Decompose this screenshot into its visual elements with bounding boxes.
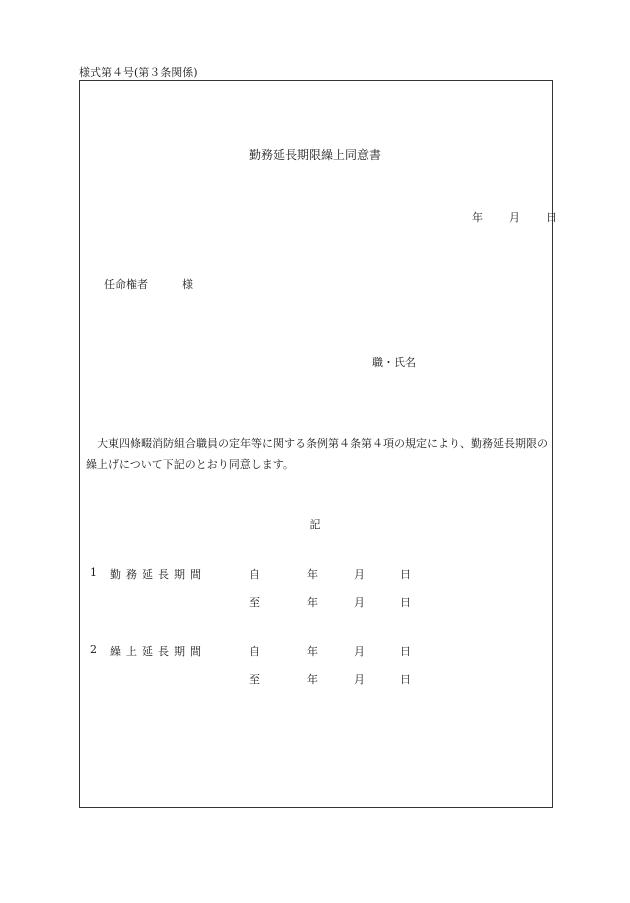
ki-heading: 記 [309, 518, 321, 531]
item-2-from-year: 年 [307, 645, 318, 658]
item-2-to-month: 月 [354, 673, 365, 686]
consent-body-text: 大東四條畷消防組合職員の定年等に関する条例第４条第４項の規定により、勤務延長期限の繰上げについて下記のとおり同意します。 [86, 437, 548, 471]
date-line [472, 209, 557, 225]
item-1-label: 勤務延長期間 [110, 568, 206, 581]
item-1-from-year: 年 [307, 568, 318, 581]
date-day-unit: 日 [546, 211, 557, 224]
item-2-from-row [0, 643, 630, 659]
item-1-to-day: 日 [400, 596, 411, 609]
item-1-to-month: 月 [354, 596, 365, 609]
appointer-line [104, 276, 193, 292]
item-1-from-day: 日 [400, 568, 411, 581]
item-1-from-row [0, 566, 630, 582]
item-1-number: 1 [90, 566, 97, 579]
item-1-to-year: 年 [307, 596, 318, 609]
item-2-number: 2 [90, 643, 97, 656]
item-2-from-day: 日 [400, 645, 411, 658]
item-2-to-prefix: 至 [249, 673, 260, 686]
item-2-to-year: 年 [307, 673, 318, 686]
item-2-from-prefix: 自 [249, 645, 260, 658]
appointer-label: 任命権者 [104, 278, 148, 291]
item-2-to-row [0, 671, 630, 687]
item-2-label: 繰上延長期間 [110, 645, 206, 658]
position-name-label: 職・氏名 [372, 356, 416, 369]
appointer-honorific: 様 [182, 278, 193, 291]
date-month-unit: 月 [509, 211, 520, 224]
item-1-from-month: 月 [354, 568, 365, 581]
item-1-from-prefix: 自 [249, 568, 260, 581]
item-1-to-row [0, 594, 630, 610]
item-1-to-prefix: 至 [249, 596, 260, 609]
document-title: 勤務延長期限繰上同意書 [248, 148, 381, 162]
item-2-to-day: 日 [400, 673, 411, 686]
item-2-from-month: 月 [354, 645, 365, 658]
form-number-label: 様式第４号(第３条関係) [79, 66, 198, 79]
date-year-unit: 年 [472, 211, 483, 224]
